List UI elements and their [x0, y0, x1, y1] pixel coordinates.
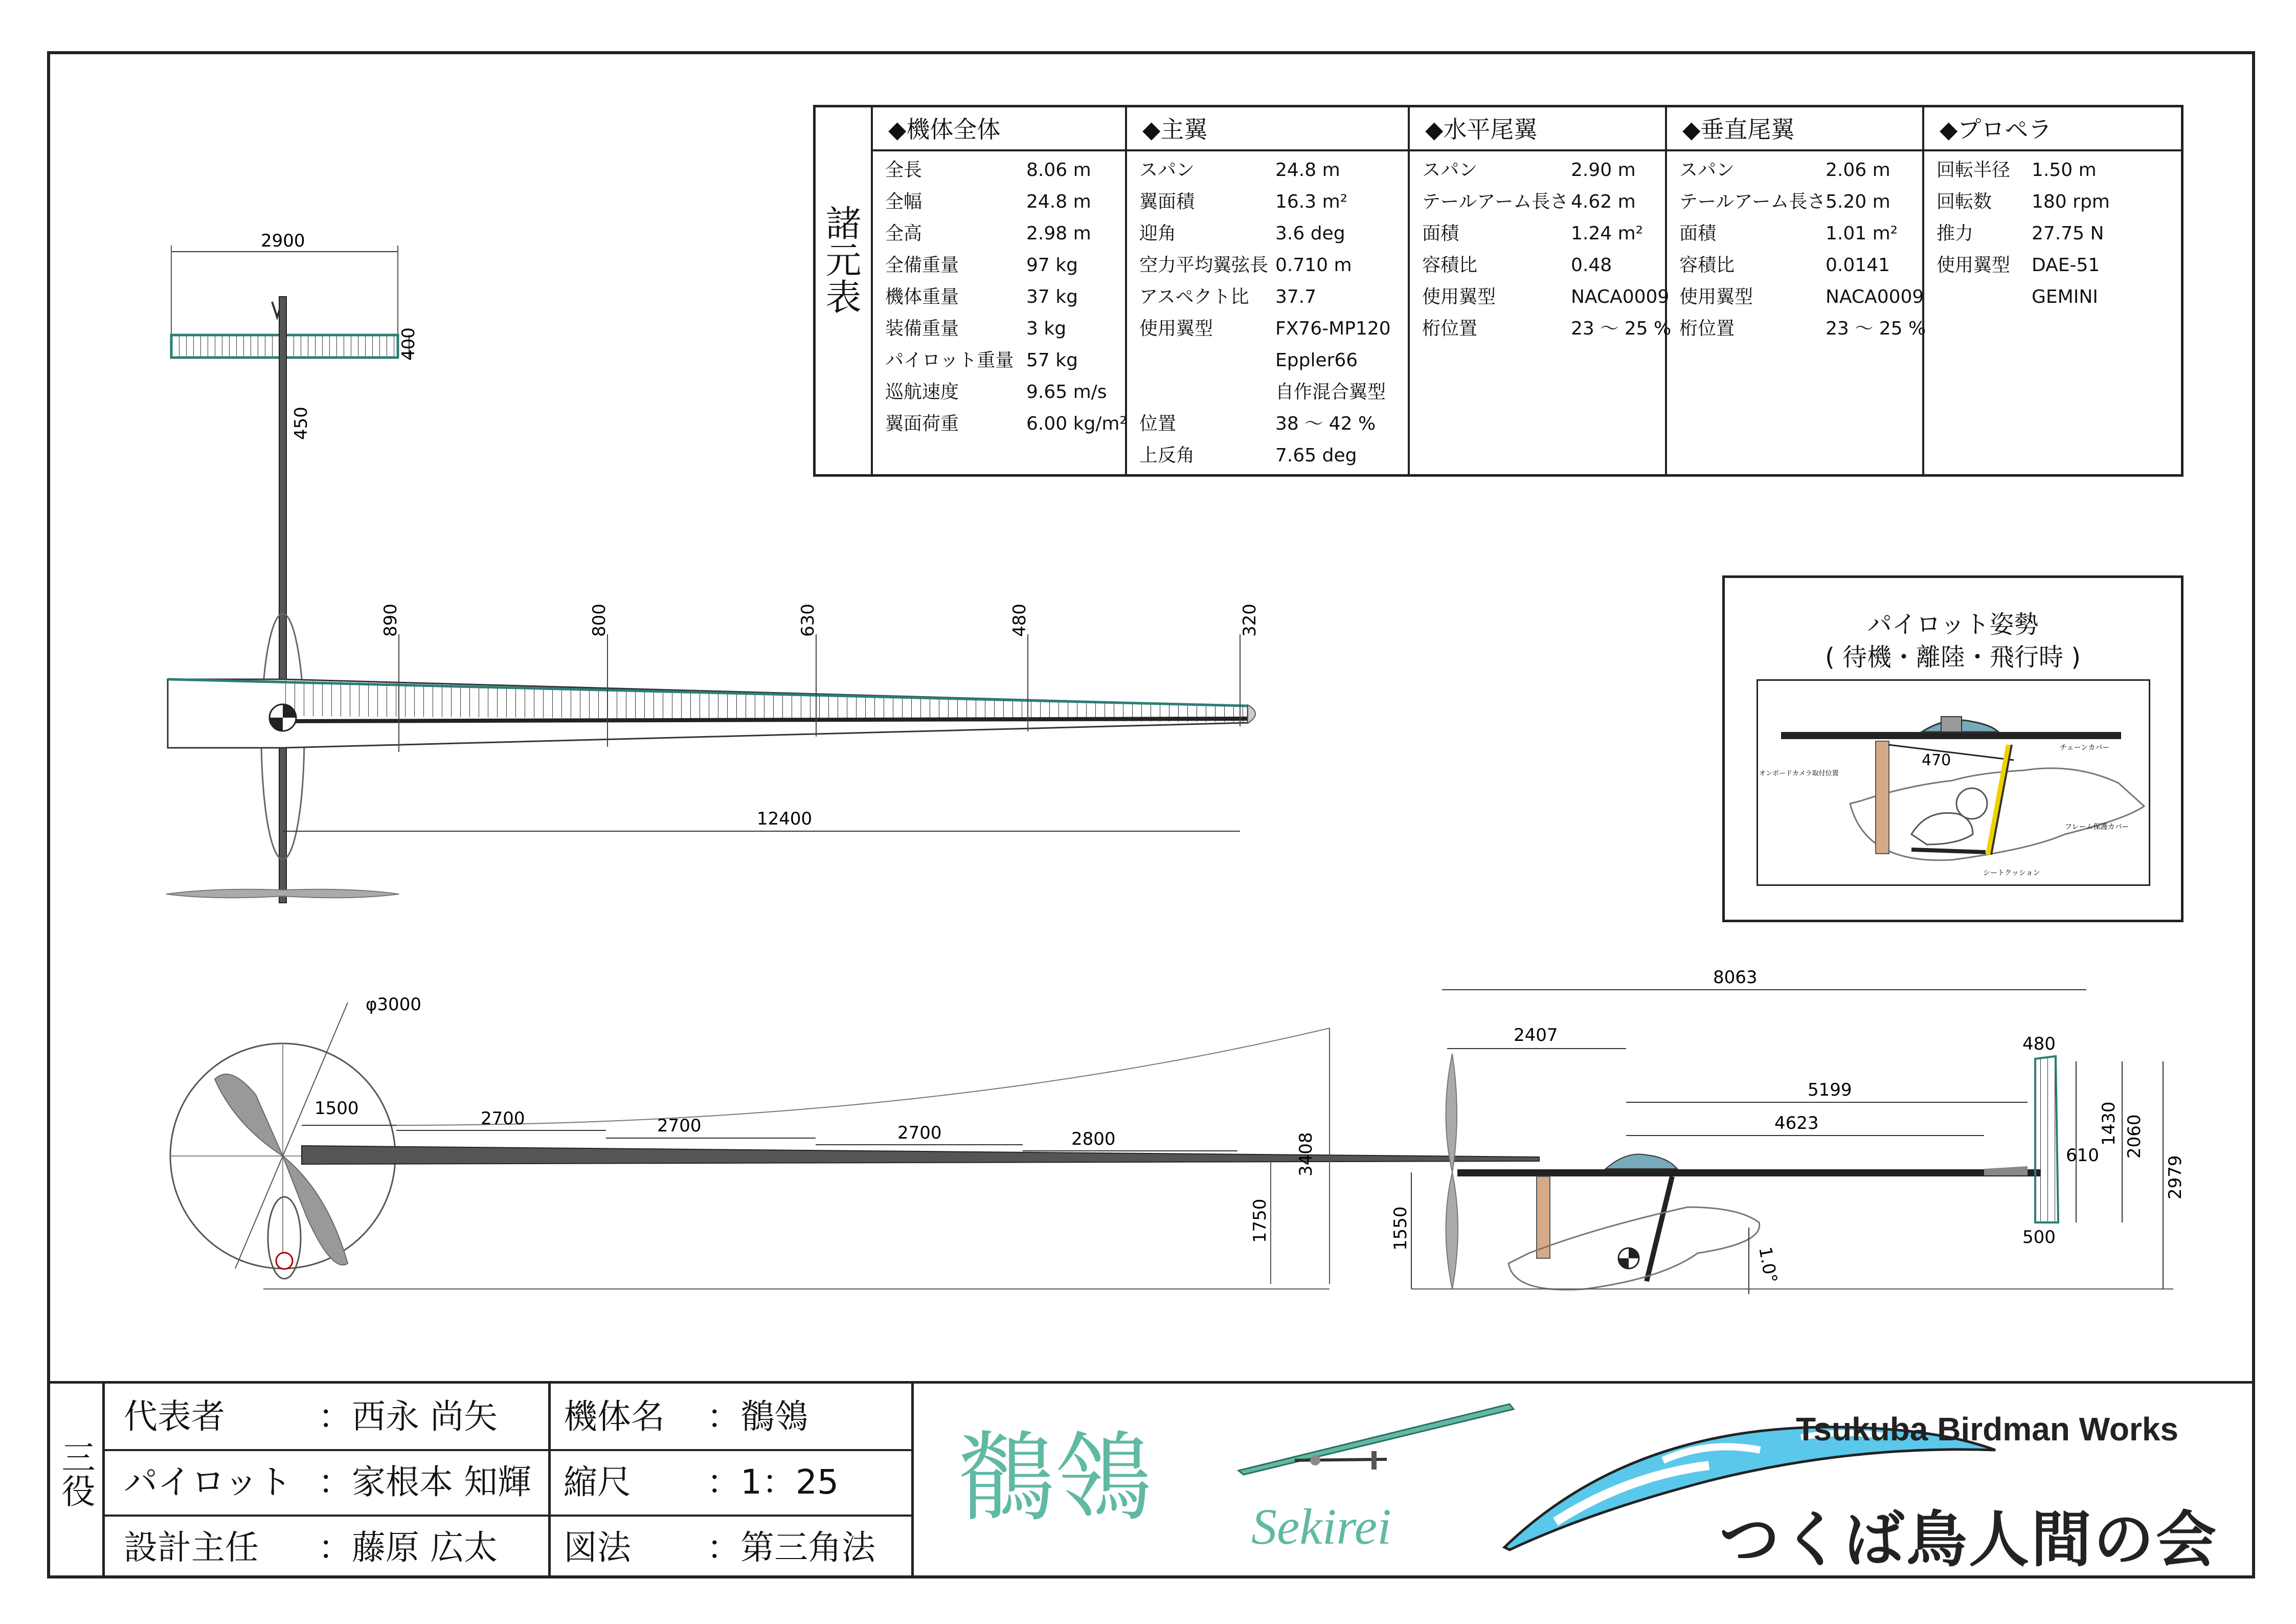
dim-text-chord-4: 480 [1009, 604, 1030, 637]
spec-col-header: ◆水平尾翼 [1410, 107, 1665, 151]
posture-chain-label: チェーンカバー [2060, 744, 2110, 752]
tb-key: 図法 [564, 1528, 631, 1567]
spec-value: 6.00 kg/m² [1026, 413, 1127, 434]
dim-text-seg-4: 2700 [897, 1123, 942, 1143]
dim-text-seg-1: 1500 [314, 1098, 359, 1119]
prop-blade-up [215, 1074, 283, 1156]
tb-side-label: 三役 [56, 1440, 95, 1507]
spec-value: 5.20 m [1826, 191, 1890, 212]
prop-blade-down [283, 1156, 348, 1265]
dim-text-root-height: 1750 [1250, 1198, 1270, 1243]
spec-col-header: ◆主翼 [1127, 107, 1408, 151]
spec-value: 自作混合翼型 [1275, 382, 1386, 403]
dim-text-chord-2: 800 [589, 604, 610, 637]
spec-value: DAE-51 [2032, 255, 2100, 276]
spec-value: 23 ～ 25 % [1571, 318, 1672, 339]
spec-value: 3.6 deg [1275, 223, 1345, 244]
tb-divider [548, 1384, 551, 1578]
dim-text-fin-total: 2060 [2124, 1114, 2145, 1159]
wing-spar [283, 719, 1248, 721]
spec-value: 16.3 m² [1275, 191, 1348, 212]
cg-marker-front [276, 1253, 292, 1269]
spec-label: 容積比 [1422, 255, 1478, 276]
spec-label: スパン [1422, 160, 1478, 181]
team-name-en: Tsukuba Birdman Works [1796, 1411, 2178, 1448]
dim-text-prop-wing: 2407 [1514, 1025, 1558, 1045]
spec-value: 7.65 deg [1275, 445, 1357, 466]
spec-value: 27.75 N [2032, 223, 2104, 244]
spec-value: 1.50 m [2032, 160, 2097, 181]
tb-role: パイロット [124, 1462, 292, 1502]
spec-label: 使用翼型 [1679, 286, 1753, 307]
spec-value: NACA0009 [1571, 286, 1670, 307]
spec-label: 全備重量 [885, 255, 959, 276]
spec-value: 2.98 m [1026, 223, 1091, 244]
spec-label: 機体重量 [885, 286, 959, 307]
tb-person: ：家根本 知輝 [318, 1462, 531, 1502]
spec-value: FX76-MP120 [1275, 318, 1391, 339]
tb-divider [102, 1515, 911, 1517]
propeller-side-down [1446, 1172, 1458, 1289]
wing-tip [1248, 705, 1255, 723]
spec-value: 2.90 m [1571, 160, 1636, 181]
spec-label: 迎角 [1139, 223, 1177, 244]
spec-label: 桁位置 [1422, 318, 1478, 339]
horizontal-tail-side [1984, 1166, 2028, 1175]
spec-label: テールアーム長さ [1422, 191, 1569, 212]
posture-dim-label: 470 [1922, 751, 1951, 769]
spec-label: 上反角 [1139, 445, 1195, 466]
spec-label: 翼面積 [1139, 191, 1195, 212]
spec-value: NACA0009 [1826, 286, 1924, 307]
spec-value: 3 kg [1026, 318, 1067, 339]
spec-value: 4.62 m [1571, 191, 1636, 212]
front-view [170, 994, 1539, 1289]
spec-value: 0.48 [1571, 255, 1612, 276]
spec-label: パイロット重量 [885, 350, 1014, 371]
spec-value: 38 ～ 42 % [1275, 413, 1376, 434]
spec-label: 使用翼型 [1937, 255, 2011, 276]
spec-col-header: ◆機体全体 [873, 107, 1125, 151]
spec-label: 桁位置 [1679, 318, 1735, 339]
dim-text-tail-arm-v: 5199 [1808, 1080, 1852, 1100]
spec-label: 翼面荷重 [885, 413, 959, 434]
spec-label: 全長 [885, 160, 922, 181]
spec-value: 1.24 m² [1571, 223, 1644, 244]
dim-text-tail-chord: 400 [398, 327, 419, 361]
tb-divider [102, 1449, 911, 1451]
posture-camera-label: オンボードカメラ取付位置 [1759, 770, 1839, 777]
spec-value: GEMINI [2032, 286, 2098, 307]
dim-text-half-span: 12400 [757, 809, 813, 829]
boom-side [1457, 1169, 2040, 1176]
spec-value: 37.7 [1275, 286, 1317, 307]
posture-seat-label: シートクッション [1983, 869, 2040, 877]
spec-label: 容積比 [1679, 255, 1735, 276]
dim-text-chord-1: 890 [380, 604, 401, 637]
aircraft-name-en: Sekirei [1251, 1498, 1391, 1555]
tb-val: ：第三角法 [707, 1528, 875, 1567]
vertical-tail [2035, 1056, 2058, 1222]
tb-person: ：藤原 広太 [318, 1528, 498, 1567]
dim-text-chord-3: 630 [798, 604, 818, 637]
dim-text-overall: 8063 [1713, 967, 1758, 988]
tb-person: ：西永 尚矢 [318, 1397, 498, 1436]
dim-text-tail-arm-h: 4623 [1774, 1113, 1819, 1133]
tb-role: 設計主任 [124, 1528, 259, 1567]
title-block [47, 1381, 2255, 1578]
spec-value: 180 rpm [2032, 191, 2110, 212]
aircraft-silhouette-icon [1233, 1394, 1520, 1481]
tb-val: ：1：25 [707, 1462, 839, 1502]
dim-text-seg-2: 2700 [481, 1108, 525, 1129]
spec-title-text: 諸元表 [820, 205, 862, 315]
spec-label: 面積 [1679, 223, 1717, 244]
flex-wing-outline [396, 1028, 1330, 1125]
dim-text-height-total: 2979 [2165, 1155, 2186, 1199]
spec-value: 24.8 m [1275, 160, 1340, 181]
dim-text-fin-h: 1430 [2099, 1101, 2119, 1146]
spec-label: 全高 [885, 223, 922, 244]
dim-text-seg-5: 2800 [1071, 1129, 1116, 1149]
spec-value: 9.65 m/s [1026, 382, 1107, 403]
propeller-top [166, 889, 399, 898]
posture-title: パイロット姿勢 [1867, 610, 2039, 639]
spec-value: 0.710 m [1275, 255, 1352, 276]
spec-col-header: ◆プロペラ [1924, 107, 2181, 151]
spec-value: 57 kg [1026, 350, 1078, 371]
spec-label: スパン [1139, 160, 1195, 181]
spec-label: 巡航速度 [885, 382, 959, 403]
spec-value: 0.0141 [1826, 255, 1890, 276]
propeller-side-up [1446, 1054, 1457, 1172]
spec-label: 空力平均翼弦長 [1139, 255, 1269, 276]
spec-value: 8.06 m [1026, 160, 1091, 181]
spec-label: テールアーム長さ [1679, 191, 1826, 212]
spec-label: 全幅 [885, 191, 922, 212]
tb-divider [911, 1384, 914, 1578]
spec-label: 推力 [1937, 223, 1974, 244]
spec-col-header: ◆垂直尾翼 [1667, 107, 1922, 151]
spec-value: 23 ～ 25 % [1826, 318, 1926, 339]
spec-value: 97 kg [1026, 255, 1078, 276]
dim-text-fin-root: 500 [2022, 1227, 2056, 1248]
chain-side [1647, 1176, 1672, 1281]
spec-value: 2.06 m [1826, 160, 1890, 181]
spec-value: Eppler66 [1275, 350, 1358, 371]
spec-value: 24.8 m [1026, 191, 1091, 212]
tb-key: 機体名 [564, 1397, 665, 1436]
top-view [166, 231, 1260, 903]
aircraft-name-jp: 鶺鴒 [957, 1421, 1152, 1534]
tb-val: ：鶺鴒 [707, 1397, 808, 1436]
spec-label: 使用翼型 [1422, 286, 1496, 307]
spec-label: 使用翼型 [1139, 318, 1213, 339]
dim-text-angle: 1.0° [1754, 1245, 1781, 1285]
main-wing-front [302, 1146, 1539, 1164]
spec-label: 回転数 [1937, 191, 1992, 212]
spec-value: 1.01 m² [1826, 223, 1898, 244]
spec-label: スパン [1679, 160, 1735, 181]
dim-text-seg-3: 2700 [657, 1116, 702, 1136]
spec-label: 面積 [1422, 223, 1459, 244]
dim-text-tip-height: 3408 [1296, 1132, 1316, 1176]
spec-label: 回転半径 [1937, 160, 2011, 181]
dim-text-tail-span: 2900 [261, 231, 305, 251]
dim-text-tail-gap: 450 [291, 407, 311, 440]
tb-key: 縮尺 [564, 1462, 631, 1502]
spec-label: アスペクト比 [1139, 286, 1249, 307]
dim-text-chord-5: 320 [1240, 604, 1260, 637]
tail-boom-top [279, 297, 286, 903]
posture-frame-label: フレーム保護カバー [2065, 823, 2129, 831]
tb-role: 代表者 [124, 1397, 225, 1436]
spec-label: 装備重量 [885, 318, 959, 339]
team-name-jp: つくば鳥人間の会 [1719, 1504, 2219, 1575]
dim-text-stab: 610 [2066, 1145, 2099, 1166]
spec-label: 位置 [1139, 413, 1177, 434]
dim-text-fin-top: 480 [2022, 1034, 2056, 1054]
dim-text-prop-dia: φ3000 [366, 994, 421, 1015]
spec-value: 37 kg [1026, 286, 1078, 307]
side-view [1390, 967, 2186, 1294]
dim-text-prop-height: 1550 [1390, 1206, 1411, 1251]
tb-divider [102, 1384, 105, 1578]
wing-root-side [1606, 1154, 1677, 1169]
posture-subtitle: ( 待機・離陸・飛行時 ) [1825, 643, 2081, 672]
